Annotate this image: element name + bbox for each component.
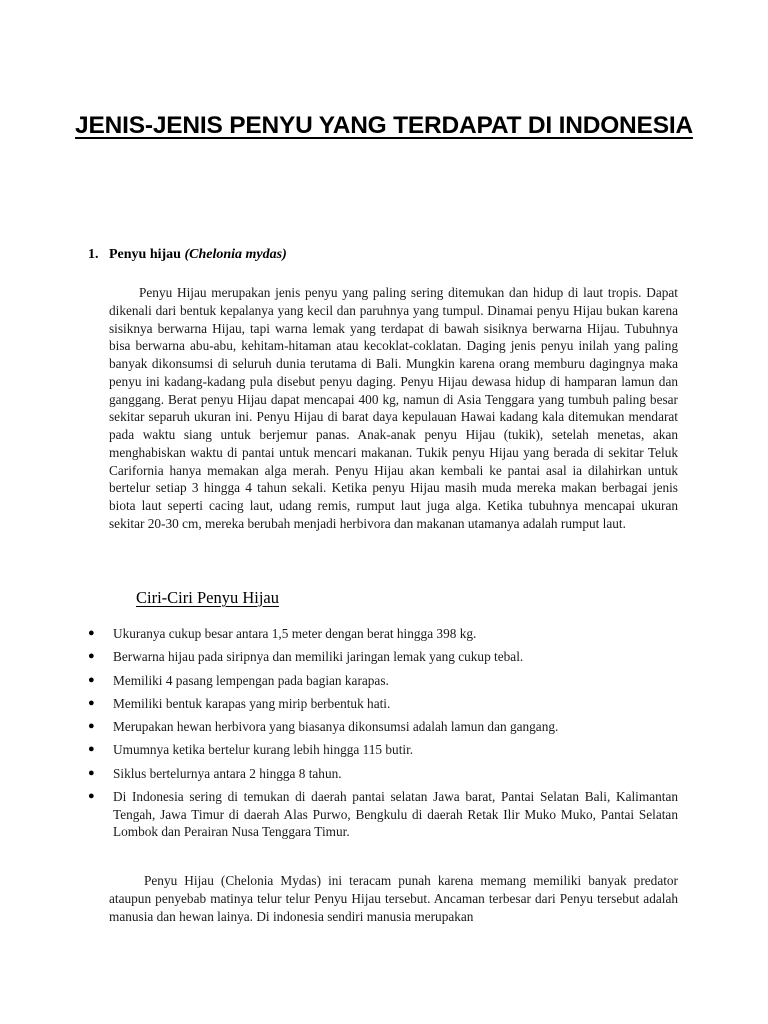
bullet-icon: ● [88, 766, 95, 779]
section-name: Penyu hijau [109, 247, 181, 262]
list-item-text: Siklus bertelurnya antara 2 hingga 8 tahun. [113, 765, 342, 781]
sub-heading-characteristics: Ciri-Ciri Penyu Hijau [136, 588, 279, 607]
list-item [86, 672, 678, 690]
scientific-name: (Chelonia mydas) [184, 247, 287, 262]
characteristics-list [86, 625, 678, 847]
document-title: JENIS-JENIS PENYU YANG TERDAPAT DI INDONESIA [75, 112, 693, 139]
list-item [86, 741, 678, 759]
list-item [86, 788, 678, 841]
list-item-text: Merupakan hewan herbivora yang biasanya dikonsumsi adalah lamun dan gangang. [113, 719, 559, 734]
paragraph-intro: Penyu Hijau merupakan jenis penyu yang paling sering ditemukan dan hidup di laut tropis. Dapat dikenali dari bentuk kepalanya yang kecil dan paruhnya yang tumpul. Dinamai penyu Hijau bukan karena sisiknya berwarna Hijau, tapi warna lemak yang terdapat di bawah sisiknya berwarna Hijau. Tubuhnya bisa berwarna abu-abu, kehitam-hitaman atau kecoklat-coklatan. Daging jenis penyu inilah yang paling banyak dikonsumsi di seluruh dunia terutama di Bali. Mungkin karena orang memburu dagingnya maka penyu ini kadang-kadang pula disebut penyu daging. Penyu Hijau dewasa hidup di hamparan lamun dan ganggang. Berat penyu Hijau dapat mencapai 400 kg, namun di Asia Tenggara yang tumbuh paling besar sekitar separuh ukuran ini. Penyu Hijau di barat daya kepulauan Hawai kadang kala ditemukan mendarat pada waktu siang untuk berjemur panas. Anak-anak penyu Hijau (tukik), setelah menetas, akan menghabiskan waktu di pantai untuk mencari makanan. Tukik penyu Hijau yang berada di sekitar Teluk Carifornia hanya memakan alga merah. Penyu Hijau akan kembali ke pantai asal ia dilahirkan untuk bertelur setiap 3 hingga 4 tahun sekali. Ketika penyu Hijau masih muda mereka makan berbagai jenis biota laut seperti cacing laut, udang remis, rumput laut juga alga. Ketika tubuhnya mencapai ukuran sekitar 20-30 cm, mereka berubah menjadi herbivora dan makanan utamanya adalah rumput laut. [109, 285, 678, 531]
list-item-text: Umumnya ketika bertelur kurang lebih hingga 115 butir. [113, 742, 414, 758]
bullet-icon: ● [88, 743, 95, 756]
list-item-text: Di Indonesia sering di temukan di daerah pantai selatan Jawa barat, Pantai Selatan Bali, Kalimantan Tengah, Jawa Timur di daerah Alas Purwo, Bengkulu di daerah Retak Ilir Muko Muko, Pantai Selatan Lombok dan Perairan Nusa Tenggara Timur. [113, 788, 678, 840]
list-item-text: Memiliki 4 pasang lempengan pada bagian karapas. [113, 672, 389, 688]
bullet-icon: ● [88, 789, 95, 802]
list-item [86, 765, 678, 783]
bullet-icon: ● [88, 696, 95, 709]
list-item [86, 625, 678, 643]
bullet-icon: ● [88, 627, 95, 639]
bullet-icon: ● [88, 720, 95, 732]
section-heading [88, 247, 287, 263]
list-item [86, 695, 678, 713]
section-number: 1. [88, 247, 99, 262]
paragraph-threats: Penyu Hijau (Chelonia Mydas) ini teracam punah karena memang memiliki banyak predator ataupun penyebab matinya telur telur Penyu Hijau tersebut. Ancaman terbesar dari Penyu tersebut adalah manusia dan hewan lainya. Di indonesia sendiri manusia merupakan [109, 873, 678, 924]
list-item [86, 718, 678, 736]
bullet-icon: ● [88, 673, 95, 686]
list-item-text: Berwarna hijau pada siripnya dan memiliki jaringan lemak yang cukup tebal. [113, 649, 524, 665]
bullet-icon: ● [88, 650, 95, 663]
list-item-text: Ukuranya cukup besar antara 1,5 meter dengan berat hingga 398 kg. [113, 626, 477, 641]
list-item [86, 648, 678, 666]
list-item-text: Memiliki bentuk karapas yang mirip berbentuk hati. [113, 695, 391, 711]
